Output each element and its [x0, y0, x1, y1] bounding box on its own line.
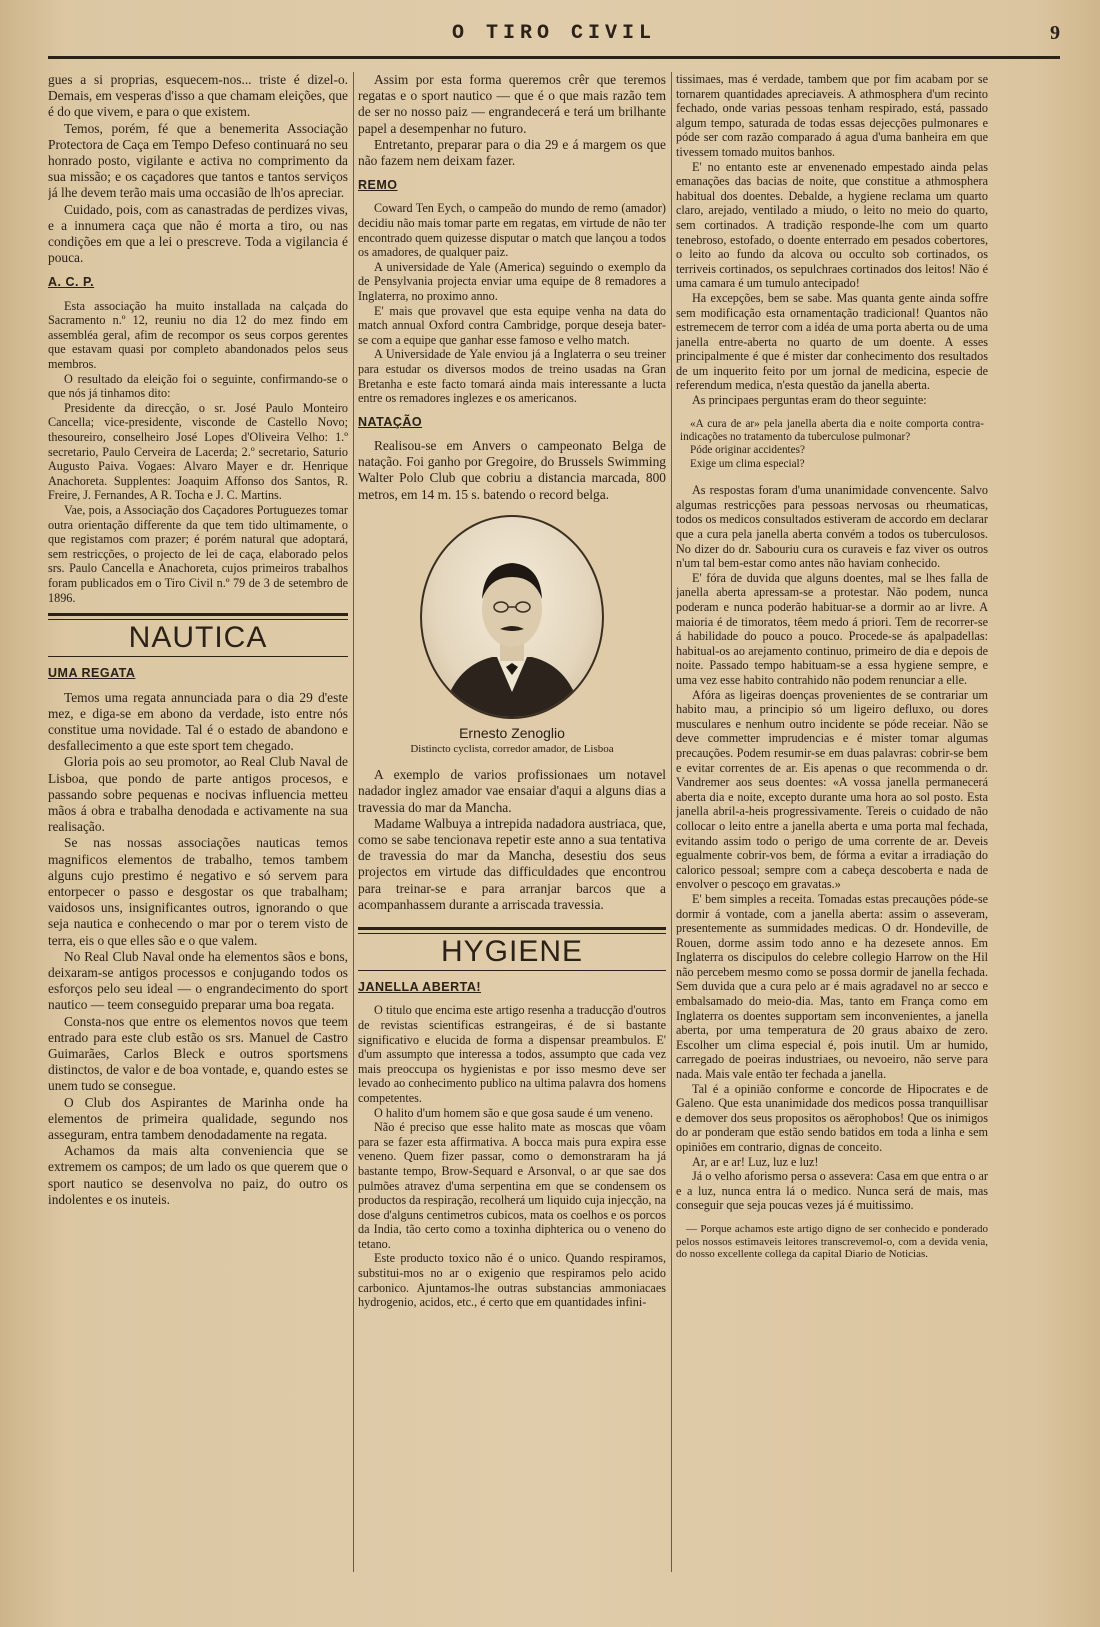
masthead — [48, 18, 1060, 62]
paragraph: Temos, porém, fé que a benemerita Associação Protectora de Caça em Tempo Defeso continuará no seu honrado posto, vigilante e activa no comprimento da sua missão; e os caçadores que tantos e tantos serviços já lhe devem terão mais uma occasião de lh'os apreciar. — [48, 120, 348, 201]
section-heading-janella: JANELLA ABERTA! — [358, 980, 482, 995]
footnote: — Porque achamos este artigo digno de ser conhecido e ponderado pelos nossos estimaveis leitores transcrevemol-o, com a devida venia, do nosso excellente collega da capital Diario de Noticias. — [676, 1222, 988, 1261]
portrait-illustration — [422, 517, 602, 717]
photo-caption-name: Ernesto Zenoglio — [459, 724, 565, 741]
paragraph: Tal é a opinião conforme e concorde de Hipocrates e de Galeno. Que esta unanimidade dos medicos possa tranquillisar e demover dos seus propositos os aërophobos! Que os inimigos do ar ponderam que estão sendo batidos em toda a linha e sem opiniões em contrario, dignas de conceito. — [676, 1081, 988, 1154]
paragraph: E' no entanto este ar envenenado empestado ainda pelas emanações das bacias de noite, que constitue a athmosphera habitual dos doentes. Debalde, a hygiene reclama um quarto claro, arejado, ventilado a miudo, o leito no meio do quarto, sem cortinados. A tradição responde-lhe com um quarto tenebroso, estofado, o doente enterrado em pesados cobertores, o leito ao fundo da alcova ou occulto sob cortinados, os terriveis cortinados, os sepulchraes cortinados dos leitos! Não é uma camara é um tumulo antecipado! — [676, 159, 988, 291]
column-divider-1 — [353, 72, 354, 1572]
paragraph: Cuidado, pois, com as canastradas de perdizes vivas, e a innumera caça que não é morta a tiro, ou nas condições em que a lei o prescreve. Toda a vigilancia é pouca. — [48, 201, 348, 266]
section-divider — [48, 613, 348, 620]
section-heading-remo: REMO — [358, 178, 398, 193]
survey-questions — [680, 418, 984, 472]
newspaper-title: O TIRO CIVIL — [451, 22, 657, 45]
paragraph: Já o velho aforismo persa o assevera: Casa em que entra o ar e a luz, nunca entra lá o medico. Nunca será de mais, mas conseguir que seja poucas vezes já é muitissimo. — [676, 1169, 988, 1213]
paragraph: tissimaes, mas é verdade, tambem que por fim acabam por se tornarem quantidades apreciaveis. A athmosphera d'um recinto fechado, onde varias pessoas tenham respirado, está, passado algum tempo, saturada de todas essas dejecções pulmonares e póde ser com razão comparado á agua d'uma banheira em que tivessem tomado muitos banhos. — [676, 72, 988, 159]
paragraph: Vae, pois, a Associação dos Caçadores Portuguezes tomar outra orientação differente da que tem tido ultimamente, o que registamos com prazer; é porém natural que adoptará, sem restricções, o projecto de lei de caça, elaborado pelos srs. Paulo Cancella e Anachoreta, cujos primeiros trabalhos foram publicados em o Tiro Civil n.º 79 de 3 de setembro de 1896. — [48, 502, 348, 605]
paragraph: Assim por esta forma queremos crêr que teremos regatas e o sport nautico — que é o que mais razão tem de ser no nosso paiz — engrandecerá e terá um brilhante papel a desempenhar no futuro. — [358, 72, 666, 136]
photo-caption-subtitle: Distincto cyclista, corredor amador, de Lisboa — [410, 742, 614, 755]
section-heading-acp: A. C. P. — [48, 275, 95, 290]
section-divider — [358, 927, 666, 934]
paragraph: Ha excepções, bem se sabe. Mas quanta gente ainda soffre sem modificação esta ornamentação tradicional! Quantos não estremecem de terror com a idéa de uma porta aberta ou de uma janella entre-aberta no quarto de um doente. A esses principalmente é que é mister dar conhecimento dos resultados de um inquerito feito por um jornal de medicina, especie de referendum medica, n'esta questão da janella aberta. — [676, 290, 988, 393]
paragraph: O Club dos Aspirantes de Marinha onde ha elementos de primeira qualidade, segundo nos asseguram, entra tambem denodadamente na regata. — [48, 1094, 348, 1142]
paragraph: A Universidade de Yale enviou já a Inglaterra o seu treiner para estudar os diversos modos de treino usadas na Gran Bretanha e este facto tomará ainda mais interessante a lucta entre os remadores inglezes e os americanos. — [358, 347, 666, 406]
paragraph: Este producto toxico não é o unico. Quando respiramos, substitui-mos no ar o exigenio que respiramos pelo acido carbonico. Ajuntamos-lhe outras substancias ammoniacaes hydrogenio, acidos, etc., é certo que em quantidades infini- — [358, 1251, 666, 1310]
section-divider-thin — [358, 970, 666, 971]
masthead-rule-thin — [48, 58, 1060, 59]
column-3 — [676, 72, 988, 1572]
survey-question: Póde originar accidentes? — [690, 444, 805, 457]
paragraph: Entretanto, preparar para o dia 29 e á margem os que não fazem nem deixam fazer. — [358, 136, 666, 169]
survey-question: Exige um clima especial? — [690, 457, 805, 470]
paragraph: E' mais que provavel que esta equipe venha na data do match annual Oxford contra Cambridge, porque deseja bater-se com a equipe que ganhar esse famoso e velho match. — [358, 303, 666, 347]
paragraph: As respostas foram d'uma unanimidade convencente. Salvo algumas restricções para pessoas nervosas ou rheumaticas, todos os medicos consultados estiveram de accordo em declarar que a cura pela janella aberta convém a todos os tuberculosos. No dizer do dr. Sabouriu cura os curaveis e faz viver os outros n'um tal bem-estar como antes não haviam conhecido. — [676, 483, 988, 571]
survey-question: «A cura de ar» pela janella aberta dia e noite comporta contra-indicações no tratamento da tuberculose pulmonar? — [680, 417, 984, 444]
paragraph: O halito d'um homem são e que gosa saude é um veneno. — [374, 1105, 654, 1120]
paragraph: Consta-nos que entre os elementos novos que teem entrado para este club estão os srs. Manuel de Castro Guimarães, Carlos Bleck e outros sportsmens distinctos, de valor e de boa vontade, e, quando estes se unem tudo se consegue. — [48, 1013, 348, 1094]
paragraph: Temos uma regata annunciada para o dia 29 d'este mez, e diga-se em abono da verdade, isto entre nós constitue uma novidade. Tal é o estado de abandono e desfallecimento a que este sport tem chegado. — [48, 689, 348, 754]
paragraph: O titulo que encima este artigo resenha a traducção d'outros de revistas scientificas estrangeiras, é de si bastante significativo e elucida de forma a dispensar preambulos. E' d'um assumpto que interessa a todos, assumpto que cada vez mais preoccupa os hygienistas e por isso mesmo deve ser levado ao conhecimento publico na ultima palavra dos homens competentes. — [358, 1003, 666, 1105]
column-2 — [358, 72, 666, 1572]
paragraph: Não é preciso que esse halito mate as moscas que vôam para se fazer esta affirmativa. A bocca mais pura expira esse veneno. Quem fizer passar, como o demonstraram ha já bastante tempo, Brow-Sequard e Arsonval, o ar que sae dos pulmões atravez d'uma serpentina em que se condensem os productos da respiração, recolherá um liquido cuja injecção, na dose d'alguns centimetros cubicos, mata os coelhos e os porcos da India, tão certo como a toxinha diphterica ou o veneno do tetano. — [358, 1120, 666, 1251]
page-number: 9 — [1050, 22, 1060, 44]
paragraph: As principaes perguntas eram do theor seguinte: — [692, 393, 927, 408]
section-heading-regata: UMA REGATA — [48, 666, 136, 681]
paragraph: Coward Ten Eych, o campeão do mundo de remo (amador) decidiu não mais tomar parte em regatas, em virtude de não ter encontrado quem quizesse disputar o match que lançou a todos os amadores, de qualquer paiz. — [358, 201, 666, 260]
paragraph: Se nas nossas associações nauticas temos magnificos elementos de trabalho, temos tambem alguns cujo prestimo é negativo e só servem para entorpecer o passo e desgostar os que trabalham; vaidosos uns, insignificantes outros, ignorando o que seja nautica e conhecendo o mar por o terem visto de terra, eis o que elles são e o que valem. — [48, 835, 348, 948]
column-divider-2 — [671, 72, 672, 1572]
paragraph: O resultado da eleição foi o seguinte, confirmando-se o que nós já tinhamos dito: — [48, 371, 348, 401]
section-title-hygiene: HYGIENE — [440, 934, 584, 968]
section-heading-natacao: NATAÇÃO — [358, 414, 423, 429]
paragraph: E' fóra de duvida que alguns doentes, mal se lhes falla de janella aberta apressam-se a protestar. Não podem, nunca poderam e nunca poderão habituar-se a dormir ao ar livre. A maioria é de timoratos, têem medo á priori. Tem de recorrer-se á habilidade do pouco a pouco. Procede-se ás apalpadellas: habitual-os ao arejamento continuo, primeiro de dia e depois de noite. Passado tempo habituam-se a essa hygiene sempre, e uma vez esse habito contrahido não podem renunciar a elle. — [676, 570, 988, 687]
paragraph: Afóra as ligeiras doenças provenientes de se contrariar um habito mau, a principio só um ligeiro defluxo, ou dores musculares e nenhum outro incidente se póde receiar. Não se deve commetter imprudencias e é mister tomar algumas precauções. Podem resumir-se em duas palavras: cobrir-se bem e evitar correntes de ar. Eis apenas o que recommenda o dr. Vandremer aos seus doentes: «A vossa janella permanecerá aberta dia e noite, excepto durante uma hora ao sol posto. Esta janella abril-a-heis progressivamente. Tereis o cuidado de não collocar o leito entre a janella aberta e uma porta mal fechada, evitando assim todo o perigo de uma corrente de ar. Deveis egualmente cobrir-vos bem, de fórma a evitar a irradiação do calorico pessoal; sempre com a cabeça descoberta e nada de envolver o pescoço em gravatas.» — [676, 687, 988, 892]
paragraph: Achamos da mais alta conveniencia que se extremem os campos; de um lado os que querem que o sport nautico se desenvolva no paiz, do outro os indolentes e os inuteis. — [48, 1143, 348, 1207]
paragraph: Gloria pois ao seu promotor, ao Real Club Naval de Lisboa, que pondo de parte antigos procesos, e passando sobre pequenas e nocivas influencia metteu mãos á obra e trabalha denodada e activamente na sua realisação. — [48, 754, 348, 835]
paragraph: Madame Walbuya a intrepida nadadora austriaca, que, como se sabe tencionava repetir este anno a sua tentativa de travessia do mar da Mancha, desestiu dos seus projectos em virtude das difficuldades que encontrou para treinar-se e para arranjar barcos que a acompanhassem durante a arriscada travessia. — [358, 815, 666, 912]
paragraph: E' bem simples a receita. Tomadas estas precauções póde-se dormir á vontade, com a janella aberta: assim o asseveram, presentemente as summidades medicas. O dr. Hondeville, de Rouen, dorme assim todo anno e ha dezesete annos. Em Inglaterra os discipulos do celebre collegio Harrow on the Hil não percebem mesmo como se possa dormir de janella fechada. Sem duvida que a cura pelo ar é mais agradavel no ar secco e embalsamado do meio-dia. Mas, tanto em França como em Inglaterra os doentes supportam sem inconvenientes, a janella aberta, por uma temperatura de 20 graus abaixo de zero. Escolher um clima especial é, pois inutil. Um ar humido, carregado de poeiras industriaes, ou nevoeiro, não serve para nada. Mais vale então ter fechada a janella. — [676, 891, 988, 1082]
paragraph: A exemplo de varios profissionaes um notavel nadador inglez amador vae ensaiar d'aqui a alguns dias a travessia do mar da Mancha. — [358, 767, 666, 815]
paragraph: Ar, ar e ar! Luz, luz e luz! — [692, 1154, 819, 1169]
portrait-photo — [420, 515, 604, 719]
paragraph: Esta associação ha muito installada na calçada do Sacramento n.º 12, reuniu no dia 12 do mez findo em assembléa geral, afim de recompor os seus corpos gerentes que estavam quasi por completo abandonados pelos seus membros. — [48, 298, 348, 372]
paragraph: Presidente da direcção, o sr. José Paulo Monteiro Cancella; vice-presidente, visconde de Castello Novo; thesoureiro, conselheiro José Lopes d'Oliveira Velho: 1.º secretario, Paulo Cerveira de Lacerda; 2.º secretario, Saturio Augusto Paiva. Vogaes: Alvaro Mayer e dr. Henrique Anachoreta. Supplentes: Joaquim Affonso dos Santos, R. Freire, J. Fernandes, A R. Tocha e J. C. Martins. — [48, 400, 348, 503]
column-1 — [48, 72, 348, 1572]
paragraph: gues a si proprias, esquecem-nos... triste é dizel-o. Demais, em vesperas d'isso a que chamam eleições, que é do que vivem, e para o que existem. — [48, 72, 348, 120]
paragraph: A universidade de Yale (America) seguindo o exemplo da de Pensylvania projecta enviar uma equipe de 8 remadores a Inglaterra, no proximo anno. — [358, 259, 666, 303]
paragraph: Realisou-se em Anvers o campeonato Belga de natação. Foi ganho por Gregoire, do Brussels Swimming Walter Polo Club que cobriu a distancia marcada, 800 metros, em 14 m. 15 s. batendo o record belga. — [358, 437, 666, 502]
section-divider-thin — [48, 656, 348, 657]
section-title-nautica: NAUTICA — [128, 621, 268, 655]
paragraph: No Real Club Naval onde ha elementos sãos e bons, deixaram-se antigos processos e conjugando todos os esforços pelo seu ideal — o engrandecimento do sport nautico — teem conseguido preparar uma boa regata. — [48, 948, 348, 1013]
